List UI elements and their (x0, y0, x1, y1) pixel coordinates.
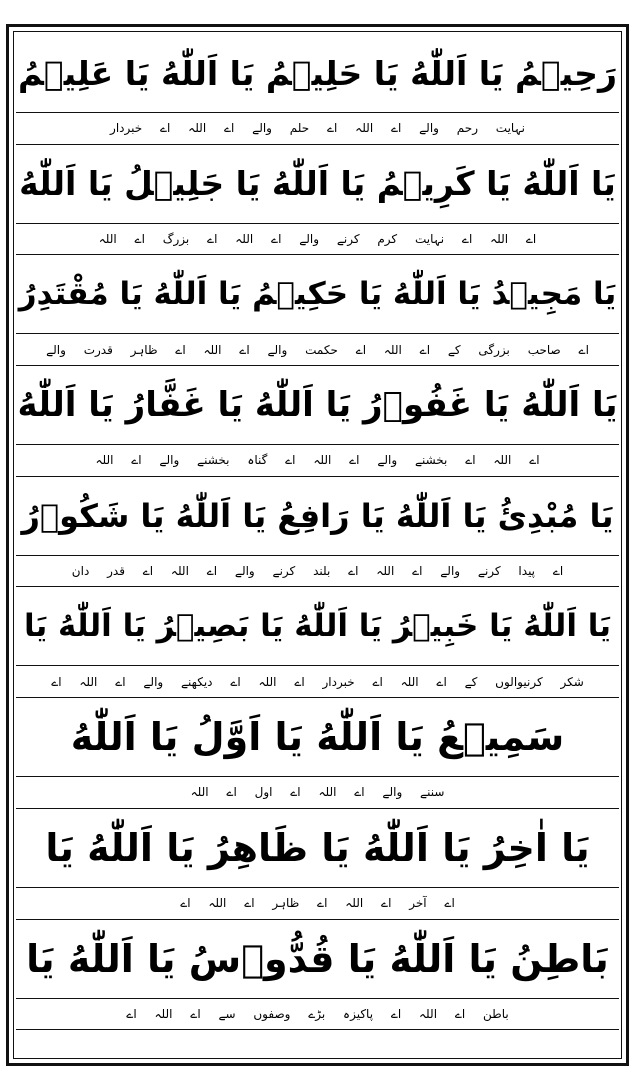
arabic-line-4: يَا اَللّٰهُ يَا غَفُوۡرُ يَا اَللّٰهُ يَا غَفَّارُ يَا اَللّٰهُ (17, 385, 618, 426)
arabic-line-5: يَا مُبْدِئُ يَا اَللّٰهُ يَا رَافِعُ يَا اَللّٰهُ يَا شَكُوۡرُ (21, 496, 614, 535)
translation-line-2: اے اللہ اے نہایت کرم کرنے والے اے اللہ اے بزرگ اے اللہ (16, 223, 619, 256)
arabic-line-6: يَا اَللّٰهُ يَا خَبِيۡرُ يَا اَللّٰهُ يَا بَصِيۡرُ يَا اَللّٰهُ يَا (23, 608, 612, 645)
arabic-line-7: سَمِيۡعُ يَا اَللّٰهُ يَا اَوَّلُ يَا اَللّٰهُ (70, 715, 565, 760)
translation-line-7: سننے والے اے اللہ اے اول اے اللہ (16, 776, 619, 809)
arabic-line-9: بَاطِنُ يَا اَللّٰهُ يَا قُدُّوۡسُ يَا اَللّٰهُ يَا (26, 936, 609, 981)
arabic-line-1: رَحِيۡمُ يَا اَللّٰهُ يَا حَلِيۡمُ يَا اَللّٰهُ يَا عَلِيۡمُ (18, 53, 617, 93)
arabic-line-3: يَا مَجِيۡدُ يَا اَللّٰهُ يَا حَكِيۡمُ يَا اَللّٰهُ يَا مُقْتَدِرُ (18, 276, 617, 313)
translation-line-1: نہایت رحم والے اے اللہ اے حلم والے اے اللہ اے خبردار (16, 112, 619, 145)
translation-line-3: اے صاحب بزرگی کے اے اللہ اے حکمت والے اے اللہ اے ظاہر قدرت والے (16, 333, 619, 366)
translation-line-9: باطن اے اللہ اے پاکیزہ بڑے وصفوں سے اے اللہ اے (16, 998, 619, 1031)
translation-line-4: اے اللہ اے بخشنے والے اے اللہ اے گناہ بخشنے والے اے اللہ (16, 444, 619, 477)
translation-line-5: اے پیدا کرنے والے اے اللہ اے بلند کرنے والے اے اللہ اے قدر دان (16, 555, 619, 588)
translation-line-6: شکر کرنیوالوں کے اے اللہ اے خبردار اے اللہ اے دیکھنے والے اے اللہ اے (16, 665, 619, 698)
text-page (16, 34, 619, 1056)
translation-line-8: اے آخر اے اللہ اے ظاہر اے اللہ اے (16, 887, 619, 920)
arabic-line-2: يَا اَللّٰهُ يَا كَرِيۡمُ يَا اَللّٰهُ يَا جَلِيۡلُ يَا اَللّٰهُ (19, 164, 616, 204)
arabic-line-8: يَا اٰخِرُ يَا اَللّٰهُ يَا ظَاهِرُ يَا اَللّٰهُ يَا (45, 825, 590, 870)
